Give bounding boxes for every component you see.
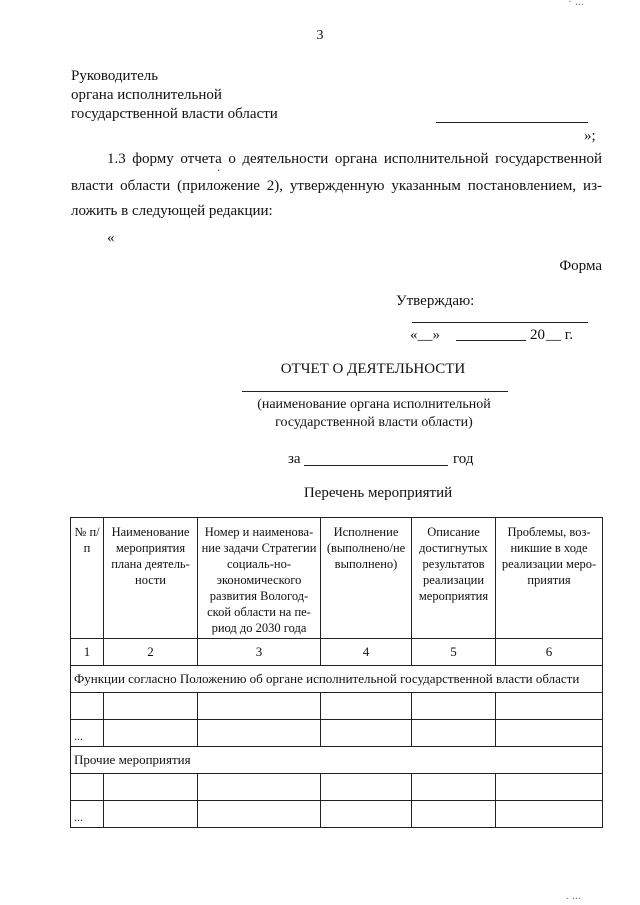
table-row xyxy=(71,720,603,747)
period-line xyxy=(304,465,448,466)
corner-mark: · ... xyxy=(568,0,584,8)
header-cell-strategy: Номер и наименова-ние задачи Стратегии социаль-но-экономического развития Вологод-ской области на пе-риод до 2030 года xyxy=(198,518,321,639)
table-cell xyxy=(496,720,603,747)
column-number: 3 xyxy=(198,639,321,666)
section-functions: Функции согласно Положению об органе исполнительной государственной власти области xyxy=(71,666,603,693)
table-cell xyxy=(198,720,321,747)
approve-year-prefix: 20 xyxy=(530,327,545,343)
signature-line-2: органа исполнительной xyxy=(71,87,222,103)
org-caption-line-1: (наименование органа исполнительной xyxy=(257,397,491,412)
table-header-row xyxy=(71,518,603,639)
header-cell-execution: Исполнение (выполнено/не выполнено) xyxy=(321,518,412,639)
table-cell xyxy=(104,801,198,828)
column-number: 1 xyxy=(71,639,104,666)
period-suffix: год xyxy=(453,451,474,467)
table-cell xyxy=(321,693,412,720)
table-cell xyxy=(198,774,321,801)
table-cell xyxy=(71,774,104,801)
table-cell xyxy=(321,801,412,828)
table-row xyxy=(71,801,603,828)
approve-year-suffix: __ г. xyxy=(546,327,573,343)
stray-dot: · xyxy=(217,166,221,177)
table-cell xyxy=(412,693,496,720)
table-cell xyxy=(104,774,198,801)
table-cell xyxy=(496,693,603,720)
org-caption-line-2: государственной власти области) xyxy=(275,415,473,430)
table-cell xyxy=(321,774,412,801)
section-other: Прочие мероприятия xyxy=(71,747,603,774)
table-cell xyxy=(321,720,412,747)
table-cell xyxy=(412,774,496,801)
table-section-row xyxy=(71,747,603,774)
page-number: 3 xyxy=(316,28,324,43)
open-quote: « xyxy=(107,230,115,246)
table-cell xyxy=(104,693,198,720)
signature-line-1: Руководитель xyxy=(71,68,159,84)
org-name-line xyxy=(242,391,508,392)
table-cell xyxy=(412,801,496,828)
table-cell-ellipsis: ... xyxy=(71,720,104,747)
table-cell xyxy=(412,720,496,747)
signature-closing: »; xyxy=(584,128,596,144)
approve-label: Утверждаю: xyxy=(396,293,475,309)
approve-signature-line xyxy=(412,322,588,323)
table-cell xyxy=(496,774,603,801)
column-number: 4 xyxy=(321,639,412,666)
approve-date-open: «__» xyxy=(410,327,440,343)
signature-line-3: государственной власти области xyxy=(71,106,278,122)
period-prefix: за xyxy=(288,451,301,467)
table-row xyxy=(71,693,603,720)
paragraph-line-2: власти области (приложение 2), утвержденную указанным постановлением, из- xyxy=(71,178,602,194)
table-cell xyxy=(104,720,198,747)
table-cell xyxy=(496,801,603,828)
activities-table xyxy=(70,517,603,828)
table-cell xyxy=(198,801,321,828)
form-label: Форма xyxy=(559,258,602,274)
column-number: 5 xyxy=(412,639,496,666)
column-number: 6 xyxy=(496,639,603,666)
table-cell xyxy=(198,693,321,720)
table-cell xyxy=(71,693,104,720)
table-number-row xyxy=(71,639,603,666)
list-title: Перечень мероприятий xyxy=(303,485,453,501)
header-cell-activity: Наименование мероприятия плана деятель-ности xyxy=(104,518,198,639)
bottom-mark: . ... xyxy=(566,888,581,902)
table-cell-ellipsis: ... xyxy=(71,801,104,828)
signature-underline xyxy=(436,122,588,123)
column-number: 2 xyxy=(104,639,198,666)
report-title: ОТЧЕТ О ДЕЯТЕЛЬНОСТИ xyxy=(280,361,466,377)
approve-month-line xyxy=(456,340,526,341)
table-row xyxy=(71,774,603,801)
paragraph-line-3: ложить в следующей редакции: xyxy=(71,203,273,219)
header-cell-problems: Проблемы, воз-никшие в ходе реализации меро-приятия xyxy=(496,518,603,639)
table-section-row xyxy=(71,666,603,693)
header-cell-results: Описание достигнутых результатов реализации мероприятия xyxy=(412,518,496,639)
header-cell-number: № п/п xyxy=(71,518,104,639)
paragraph-line-1: 1.3 форму отчета о деятельности органа исполнительной государственной xyxy=(107,151,602,167)
